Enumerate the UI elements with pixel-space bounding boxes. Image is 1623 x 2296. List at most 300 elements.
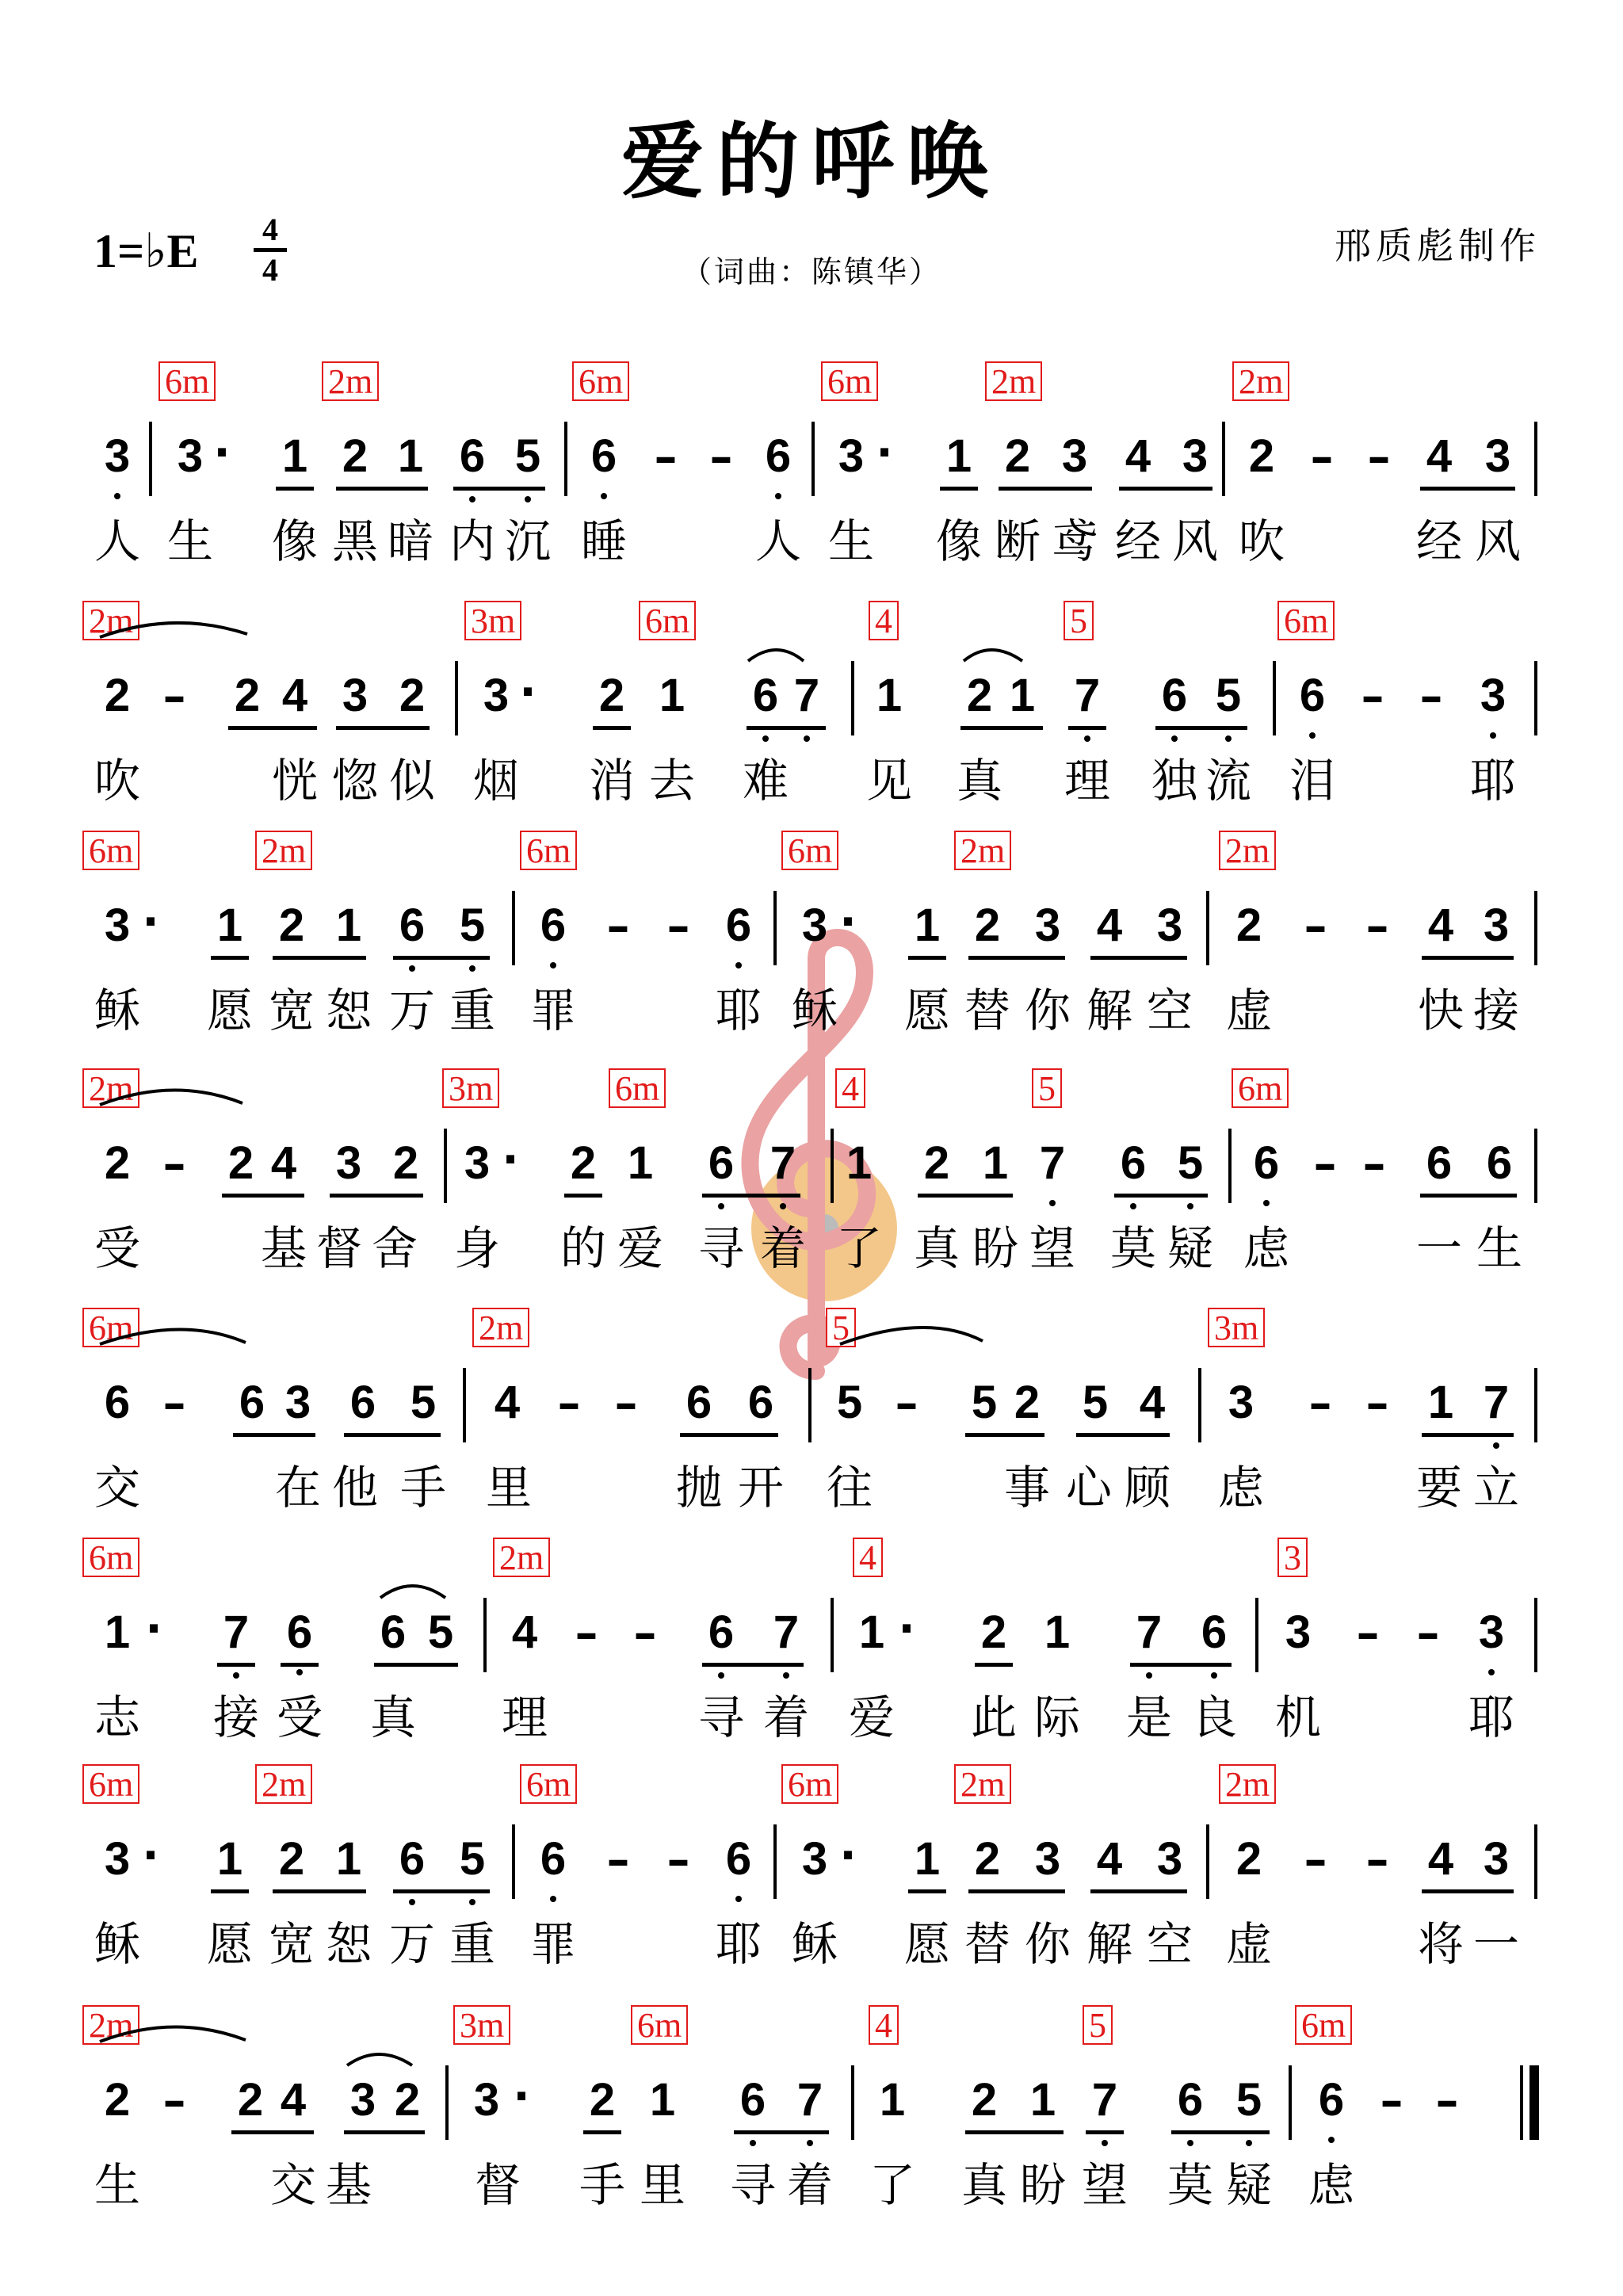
hold-dash: – (1365, 1832, 1389, 1886)
lyric-syllable: 吹 (94, 754, 140, 808)
lyric-syllable: 基 (260, 1221, 307, 1275)
lyric-syllable: 替 (964, 984, 1010, 1037)
hold-dash: – (1361, 669, 1384, 723)
hold-dash: – (1365, 899, 1389, 953)
eighth-beam (1090, 956, 1187, 960)
note: 3 (473, 2074, 500, 2126)
lyric-syllable: 寻 (697, 1221, 744, 1275)
lyric-syllable: 经 (1415, 514, 1462, 568)
lyric-syllable: 恕 (325, 1917, 372, 1971)
lyric-syllable: 接 (1472, 984, 1519, 1037)
note: 3 (1484, 430, 1511, 482)
lyric-syllable: 泪 (1289, 754, 1335, 808)
note: 6 (1299, 670, 1326, 721)
lyric-syllable: 愿 (206, 1917, 253, 1971)
low-octave-dot (550, 962, 556, 968)
note: 1 (982, 1137, 1009, 1189)
barline (773, 1824, 777, 1899)
lyric-syllable: 愿 (903, 984, 950, 1037)
barline (1228, 1129, 1232, 1203)
note: 4 (1139, 1377, 1166, 1428)
note: 3 (104, 900, 131, 951)
eighth-beam (222, 1194, 304, 1198)
note: 1 (335, 1833, 362, 1885)
hold-dash: – (654, 430, 678, 483)
chord-label: 2m (985, 361, 1042, 401)
lyric-syllable: 耶 (1468, 1690, 1514, 1744)
hold-dash: – (614, 1376, 638, 1430)
note: 3 (177, 430, 204, 482)
barline (812, 422, 815, 496)
lyric-syllable: 将 (1417, 1917, 1464, 1971)
note: 4 (281, 670, 308, 721)
lyric-syllable: 受 (94, 1221, 140, 1275)
hold-dash: – (1304, 1832, 1327, 1886)
hold-dash: – (1435, 2073, 1459, 2127)
note: 6 (725, 900, 752, 951)
chord-label: 6m (1277, 601, 1335, 640)
barline (808, 1368, 812, 1442)
note: 3 (838, 430, 865, 482)
note: 7 (773, 1606, 800, 1658)
eighth-beam (564, 1194, 602, 1198)
low-octave-dot (1171, 735, 1178, 742)
chord-label: 3m (464, 601, 521, 640)
lyric-syllable: 解 (1086, 1917, 1132, 1971)
eighth-beam (393, 1889, 490, 1893)
lyric-syllable: 稣 (94, 1917, 140, 1971)
note: 2 (980, 1606, 1007, 1658)
note: 5 (1082, 1377, 1109, 1428)
key-signature: 1=♭E (94, 225, 199, 277)
lyric-syllable: 莫 (1109, 1221, 1156, 1275)
note: 1 (649, 2074, 676, 2126)
barline (149, 422, 152, 496)
note: 1 (1029, 2074, 1056, 2126)
system-6 (0, 1539, 1623, 1777)
note: 3 (801, 900, 828, 951)
low-octave-dot (469, 965, 475, 972)
note: 2 (399, 670, 426, 721)
lyric-syllable: 惚 (331, 754, 378, 808)
eighth-beam (999, 487, 1092, 491)
low-octave-dot (1246, 2140, 1252, 2146)
lyric-syllable: 理 (501, 1690, 548, 1744)
lyric-syllable: 愿 (206, 984, 253, 1037)
lyric-syllable: 真 (960, 2158, 1007, 2212)
chord-label: 2m (82, 601, 139, 640)
hold-dash: – (1304, 899, 1327, 953)
lyric-syllable: 虑 (1243, 1221, 1289, 1275)
hold-dash: – (557, 1376, 581, 1430)
eighth-beam (680, 1433, 778, 1437)
chord-label: 6m (1295, 2005, 1352, 2045)
note: 1 (914, 900, 941, 951)
note: 6 (104, 1377, 131, 1428)
lyric-syllable: 快 (1417, 984, 1464, 1037)
hold-dash: – (606, 1832, 630, 1886)
lyric-syllable: 生 (94, 2158, 140, 2212)
dotted-note-dot: · (876, 427, 893, 479)
note: 2 (104, 1137, 131, 1189)
note: 2 (394, 2074, 421, 2126)
lyric-syllable: 事 (1003, 1461, 1050, 1515)
eighth-beam (968, 956, 1065, 960)
lyric-syllable: 此 (970, 1690, 1017, 1744)
low-octave-dot (469, 1899, 475, 1905)
note: 7 (1039, 1137, 1066, 1189)
lyric-syllable: 着 (786, 2158, 833, 2212)
eighth-beam (1068, 726, 1106, 730)
barline (831, 1129, 834, 1203)
eighth-beam (583, 2130, 621, 2134)
low-octave-dot (1187, 2140, 1193, 2146)
lyric-syllable: 机 (1274, 1690, 1321, 1744)
dotted-note-dot: · (519, 667, 537, 718)
low-octave-dot (718, 1203, 724, 1209)
lyric-syllable: 着 (759, 1221, 806, 1275)
low-octave-dot (1493, 1442, 1499, 1449)
lyric-syllable: 一 (1472, 1917, 1519, 1971)
note: 3 (104, 430, 131, 482)
note: 6 (1253, 1137, 1280, 1189)
note: 6 (765, 430, 792, 482)
low-octave-dot (1490, 732, 1496, 739)
lyric-syllable: 虚 (1225, 984, 1272, 1037)
eighth-beam (1114, 1194, 1208, 1198)
note: 6 (1120, 1137, 1147, 1189)
lyric-syllable: 抛 (675, 1461, 722, 1515)
low-octave-dot (807, 2140, 813, 2146)
note: 7 (769, 1137, 796, 1189)
lyric-syllable: 疑 (1225, 2158, 1272, 2212)
note: 2 (104, 670, 131, 721)
note: 5 (459, 900, 486, 951)
lyric-syllable: 稣 (791, 1917, 838, 1971)
lyric-syllable: 手 (399, 1461, 446, 1515)
dotted-note-dot: · (839, 1830, 857, 1881)
lyric-syllable: 真 (369, 1690, 416, 1744)
barline (1534, 661, 1537, 735)
note: 6 (1201, 1606, 1228, 1658)
note: 3 (1483, 1833, 1510, 1885)
low-octave-dot (1328, 2137, 1335, 2143)
system-5 (0, 1309, 1623, 1547)
note: 6 (399, 900, 426, 951)
hold-dash: – (1308, 1376, 1332, 1430)
lyric-syllable: 了 (835, 1221, 882, 1275)
lyric-syllable: 空 (1146, 984, 1193, 1037)
note: 6 (380, 1606, 407, 1658)
chord-label: 6m (82, 1538, 139, 1577)
lyric-syllable: 督 (315, 1221, 362, 1275)
maker-credit: 邢质彪制作 (1335, 224, 1541, 267)
eighth-beam (747, 726, 826, 730)
eighth-beam (1422, 1433, 1514, 1437)
lyric-syllable: 手 (579, 2158, 625, 2212)
dotted-note-dot: · (142, 896, 159, 948)
lyric-syllable: 理 (1064, 754, 1110, 808)
note: 1 (876, 670, 903, 721)
note: 6 (708, 1606, 735, 1658)
lyric-syllable: 断 (994, 514, 1041, 568)
chord-label: 2m (255, 1764, 312, 1804)
note: 7 (1483, 1377, 1510, 1428)
note: 7 (793, 670, 820, 721)
note: 2 (392, 1137, 419, 1189)
eighth-beam (273, 956, 366, 960)
note: 6 (1486, 1137, 1513, 1189)
barline (1289, 2065, 1292, 2140)
eighth-beam (1171, 2130, 1270, 2134)
eighth-beam (908, 1889, 946, 1893)
chord-label: 6m (609, 1068, 666, 1108)
lyric-syllable: 似 (388, 754, 435, 808)
note: 6 (1426, 1137, 1453, 1189)
chord-label: 5 (1064, 601, 1094, 640)
note: 3 (342, 670, 369, 721)
system-8 (0, 2007, 1623, 2244)
low-octave-dot (780, 1203, 786, 1209)
note: 1 (1427, 1377, 1454, 1428)
note: 5 (1235, 2074, 1262, 2126)
lyric-syllable: 人 (754, 514, 801, 568)
note: 2 (974, 900, 1001, 951)
chord-label: 3 (1277, 1538, 1308, 1577)
lyric-syllable: 督 (474, 2158, 521, 2212)
lyric-syllable: 罪 (529, 984, 576, 1037)
eighth-beam (1422, 1889, 1514, 1893)
chord-label: 2m (472, 1308, 529, 1347)
note: 1 (216, 900, 243, 951)
eighth-beam (344, 1433, 441, 1437)
note: 3 (1228, 1377, 1254, 1428)
lyric-syllable: 莫 (1167, 2158, 1213, 2212)
note: 6 (1177, 2074, 1204, 2126)
low-octave-dot (1488, 1669, 1495, 1675)
lyric-syllable: 愿 (903, 1917, 950, 1971)
note: 2 (227, 1137, 254, 1189)
barline (1255, 1598, 1258, 1672)
lyric-syllable: 真 (956, 754, 1002, 808)
lyric-syllable: 受 (276, 1690, 323, 1744)
eighth-beam (965, 1433, 1044, 1437)
eighth-beam (233, 1433, 315, 1437)
lyric-syllable: 要 (1415, 1461, 1462, 1515)
dotted-note-dot: · (145, 1603, 162, 1655)
eighth-beam (231, 2130, 314, 2134)
chord-label: 6m (82, 1308, 139, 1347)
note: 2 (589, 2074, 616, 2126)
note: 4 (511, 1606, 538, 1658)
chord-label: 2m (82, 1068, 139, 1108)
lyric-syllable: 了 (869, 2158, 915, 2212)
note: 2 (342, 430, 369, 482)
low-octave-dot (1309, 732, 1316, 739)
note: 3 (104, 1833, 131, 1885)
lyric-syllable: 寻 (729, 2158, 776, 2212)
lyric-syllable: 交 (94, 1461, 140, 1515)
eighth-beam (593, 726, 631, 730)
lyric-syllable: 沉 (504, 514, 551, 568)
low-octave-dot (525, 496, 531, 502)
chord-label: 2m (322, 361, 379, 401)
note: 3 (1034, 900, 1061, 951)
note: 2 (1248, 430, 1275, 482)
barline (512, 891, 515, 965)
note: 2 (1014, 1377, 1041, 1428)
eighth-beam (336, 487, 428, 491)
note: 7 (796, 2074, 823, 2126)
note: 1 (104, 1606, 131, 1658)
barline (483, 1598, 487, 1672)
note: 7 (1136, 1606, 1163, 1658)
note: 1 (335, 900, 362, 951)
eighth-beam (336, 726, 430, 730)
eighth-beam (1420, 1194, 1517, 1198)
note: 6 (1318, 2074, 1345, 2126)
hold-dash: – (1362, 1137, 1386, 1190)
note: 5 (836, 1377, 863, 1428)
eighth-beam (211, 1889, 249, 1893)
note: 4 (1427, 900, 1454, 951)
barline (1534, 422, 1537, 496)
lyric-syllable: 见 (865, 754, 912, 808)
hold-dash: – (666, 899, 690, 953)
lyric-syllable: 稣 (94, 984, 140, 1037)
tie-arc (840, 1328, 983, 1344)
low-octave-dot (409, 1899, 415, 1905)
eighth-beam (1086, 2130, 1124, 2134)
lyric-syllable: 耶 (715, 984, 762, 1037)
hold-dash: – (162, 1376, 186, 1430)
lyric-syllable: 志 (94, 1690, 140, 1744)
note: 4 (1427, 1833, 1454, 1885)
low-octave-dot (1102, 2140, 1108, 2146)
lyric-syllable: 舍 (371, 1221, 418, 1275)
meter-top: 4 (262, 212, 278, 247)
lyric-syllable: 重 (449, 1917, 495, 1971)
note: 5 (459, 1833, 486, 1885)
low-octave-dot (1187, 1203, 1193, 1209)
note: 1 (914, 1833, 941, 1885)
eighth-beam (1090, 1889, 1187, 1893)
barline (773, 891, 777, 965)
lyric-syllable: 生 (166, 514, 213, 568)
note: 2 (104, 2074, 131, 2126)
low-octave-dot (550, 1896, 556, 1902)
lyric-syllable: 像 (935, 514, 982, 568)
barline (1206, 1824, 1209, 1899)
note: 1 (858, 1606, 885, 1658)
note: 4 (270, 1137, 297, 1189)
tie-arc (100, 623, 247, 637)
note: 3 (1483, 900, 1510, 951)
lyric-syllable: 基 (325, 2158, 372, 2212)
low-octave-dot (1263, 1200, 1270, 1206)
barline (445, 2065, 449, 2140)
hold-dash: – (709, 430, 733, 483)
eighth-beam (702, 1194, 800, 1198)
lyric-syllable: 稣 (791, 984, 838, 1037)
chord-label: 6m (82, 831, 139, 870)
dotted-note-dot: · (213, 427, 231, 479)
hold-dash: – (606, 899, 630, 953)
lyric-syllable: 际 (1033, 1690, 1080, 1744)
lyric-syllable: 生 (827, 514, 874, 568)
lyric-syllable: 在 (274, 1461, 321, 1515)
hold-dash: – (1356, 1606, 1380, 1660)
low-octave-dot (601, 493, 607, 499)
eighth-beam (908, 956, 946, 960)
eighth-beam (702, 1663, 804, 1667)
lyric-syllable: 宽 (268, 984, 315, 1037)
lyric-syllable: 开 (737, 1461, 784, 1515)
lyric-syllable: 恕 (325, 984, 372, 1037)
note: 2 (278, 1833, 305, 1885)
lyric-syllable: 接 (212, 1690, 259, 1744)
lyric-syllable: 你 (1024, 984, 1071, 1037)
note: 6 (725, 1833, 752, 1885)
lyric-syllable: 风 (1171, 514, 1218, 568)
barline (1534, 1598, 1537, 1672)
slur-arc (347, 2054, 412, 2065)
note: 7 (223, 1606, 250, 1658)
chord-label: 4 (869, 2005, 899, 2045)
lyric-syllable: 身 (453, 1221, 500, 1275)
lyric-syllable: 内 (449, 514, 495, 568)
note: 4 (1096, 1833, 1123, 1885)
low-octave-dot (775, 493, 781, 499)
eighth-beam (330, 1194, 423, 1198)
eighth-beam (344, 2130, 425, 2134)
note: 6 (349, 1377, 376, 1428)
hold-dash: – (666, 1832, 690, 1886)
hold-dash: – (1310, 430, 1334, 483)
note: 4 (280, 2074, 307, 2126)
lyric-syllable: 万 (388, 984, 435, 1037)
low-octave-dot (114, 493, 120, 499)
chord-label: 6m (520, 1764, 577, 1804)
note: 6 (708, 1137, 735, 1189)
note: 1 (945, 430, 972, 482)
note: 3 (335, 1137, 362, 1189)
chord-label: 2m (954, 1764, 1011, 1804)
system-7 (0, 1766, 1623, 2004)
low-octave-dot (718, 1672, 724, 1679)
lyric-syllable: 万 (388, 1917, 435, 1971)
note: 2 (278, 900, 305, 951)
note: 5 (1177, 1137, 1204, 1189)
note: 3 (801, 1833, 828, 1885)
note: 1 (879, 2074, 906, 2126)
low-octave-dot (296, 1669, 303, 1675)
note: 2 (971, 2074, 998, 2126)
chord-label: 6m (572, 361, 629, 401)
low-octave-dot (1049, 1200, 1056, 1206)
note: 1 (216, 1833, 243, 1885)
note: 7 (1074, 670, 1101, 721)
chord-label: 2m (1219, 1764, 1276, 1804)
final-barline-thick (1529, 2065, 1539, 2140)
note: 2 (570, 1137, 597, 1189)
eighth-beam (940, 487, 978, 491)
note: 3 (1480, 670, 1507, 721)
low-octave-dot (1225, 735, 1232, 742)
eighth-beam (1130, 1663, 1232, 1667)
eighth-beam (374, 1663, 458, 1667)
low-octave-dot (750, 2140, 756, 2146)
